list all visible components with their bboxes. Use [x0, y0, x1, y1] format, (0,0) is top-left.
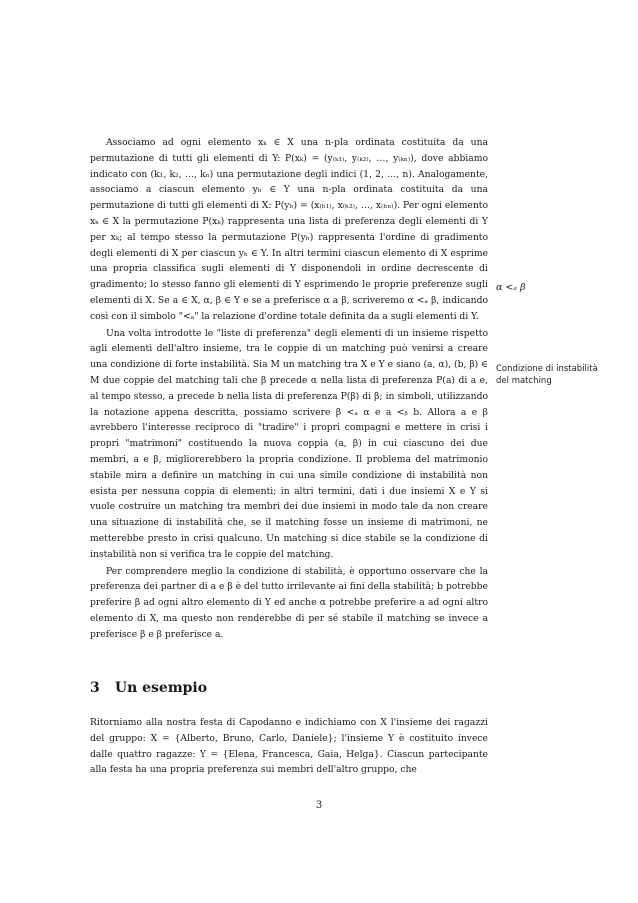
margin-note-order-relation: α <ₐ β	[496, 282, 526, 293]
paragraph-preference-lists: Associamo ad ogni elemento xₖ ∈ X una n-pla ordinata costituita da una permutazione di tutti gli elementi di Y: P(xₖ) = (y₍ₖ₁₎, y₍ₖ₂₎, …, y₍ₖₙ₎), dove abbiamo indicato con (k₁, k₂, …, kₙ) una permutazione degli indici (1, 2, …, n). Analogamente, associamo a ciascun elemento yₕ ∈ Y una n-pla ordinata costituita da una permutazione di tutti gli elementi di X: P(yₕ) = (x₍ₕ₁₎, x₍ₕ₂₎, …, x₍ₕₙ₎). Per ogni elemento xₖ ∈ X la permutazione P(xₖ) rappresenta una lista di preferenza degli elementi di Y per xₖ; al tempo stesso la permutazione P(yₕ) rappresenta l'ordine di gradimento degli elementi di X per ciascun yₕ ∈ Y. In altri termini ciascun elemento di X esprime una propria classifica sugli elementi di Y disponendoli in ordine decrescente di gradimento; lo stesso fanno gli elementi di Y esprimendo le proprie preferenze sugli elementi di X. Se a ∈ X, α, β ∈ Y e se a preferisce α a β, scriveremo α <ₐ β, indicando così con il simbolo "<ₐ" la relazione d'ordine totale definita da a sugli elementi di Y.	[90, 137, 488, 322]
page-number: 3	[315, 800, 323, 811]
section-title: Un esempio	[114, 680, 208, 696]
paragraph-instability: Una volta introdotte le "liste di preferenza" degli elementi di un insieme rispetto agli elementi dell'altro insieme, tra le coppie di un matching può venirsi a creare una condizione di forte instabilità. Sia M un matching tra X e Y e siano (a, α), (b, β) ∈ M due coppie del matching tali che β precede α nella lista di preferenza P(a) di a e, al tempo stesso, a precede b nella lista di preferenza P(β) di β; in simboli, utilizzando la notazione appena descritta, possiamo scrivere β <ₐ α e a <ᵦ b. Allora a e β avrebbero l'interesse reciproco di "tradire" i propri compagni e mettere in crisi i propri "matrimoni" costituendo la nuova coppia (a, β) in cui ciascuno dei due membri, a e β, migliorerebbero la propria condizione. Il problema del matrimonio stabile mira a definire un matching in cui una simile condizione di instabilità non esista per nessuna coppia di elementi; in altri termini, dati i due insiemi X e Y si vuole costruire un matching tra membri dei due insiemi in modo tale da non creare una situazione di instabilità che, se il matching fosse un insieme di matrimoni, ne metterebbe presto in crisi qualcuno. Un matching si dice stabile se la condizione di instabilità non si verifica tra le coppie del matching.	[90, 327, 488, 560]
paragraph-example: Ritorniamo alla nostra festa di Capodanno e indichiamo con X l'insieme dei ragazzi del gruppo: X = {Alberto, Bruno, Carlo, Daniele}; l'insieme Y è costituito invece dalle quattro ragazze: Y = {Elena, Francesca, Gaia, Helga}. Ciascun partecipante alla festa ha una propria preferenza sui membri dell'altro gruppo, che	[90, 717, 488, 776]
section-number: 3	[90, 680, 100, 696]
paragraph-stability-remark: Per comprendere meglio la condizione di stabilità, è opportuno osservare che la preferenza dei partner di a e β è del tutto irrilevante ai fini della stabilità; b potrebbe preferire β ad ogni altro elemento di Y ed anche α potrebbe preferire a ad ogni altro elemento di X, ma questo non renderebbe di per sé stabile il matching se invece a preferisce β e β preferisce a.	[90, 565, 488, 640]
section-body	[90, 715, 488, 778]
section-heading	[90, 680, 207, 696]
body-text	[90, 135, 488, 643]
margin-note-instability-condition: Condizione di instabilità del matching	[496, 364, 598, 386]
